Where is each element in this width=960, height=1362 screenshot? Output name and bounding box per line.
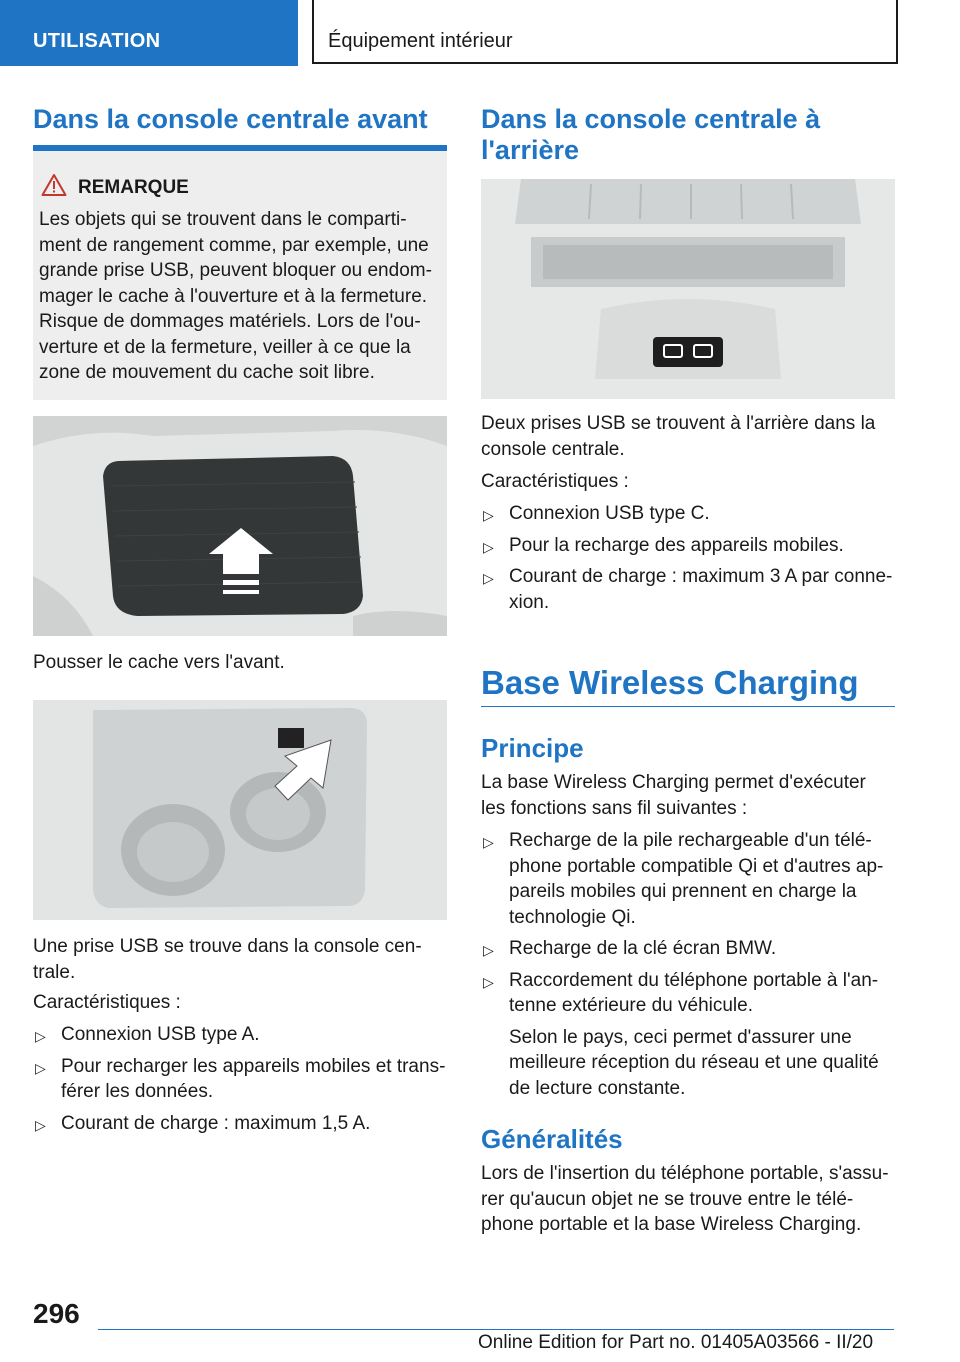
caption-usb-rear: Deux prises USB se trouvent à l'arrière dans la console centrale. xyxy=(481,413,876,460)
features-list-rear xyxy=(481,501,895,621)
heading-rear-console: Dans la console centrale à l'arrière xyxy=(481,104,821,165)
triangle-right-icon: ▷ xyxy=(483,507,494,523)
section-rule xyxy=(481,706,895,707)
photo-console-cover xyxy=(33,416,447,636)
principle-list xyxy=(481,828,895,1107)
list-item: ▷ Recharge de la pile rechargeable d'un télé-phone portable compatible Qi et d'autres ap-pareils mobiles qui prennent en charge la technologie Qi. xyxy=(483,830,884,928)
triangle-right-icon: ▷ xyxy=(483,942,494,958)
triangle-right-icon: ▷ xyxy=(483,834,494,850)
section-title-wireless: Base Wireless Charging xyxy=(481,664,859,701)
triangle-right-icon: ▷ xyxy=(483,538,494,555)
section-tab xyxy=(0,0,298,66)
list-item: ▷ Connexion USB type C. xyxy=(481,501,895,527)
heading-principle: Principe xyxy=(481,733,584,763)
principle-text: La base Wireless Charging permet d'exécuter les fonctions sans fil suivantes : xyxy=(481,772,866,819)
note-text: Les objets qui se trouvent dans le comparti-ment de rangement comme, par exemple, une grande prise USB, peuvent bloquer ou endom-mager le cache à l'ouverture et à la fermeture. Risque de dommages matériels. Lors de l'ou-verture et de la fermeture, veiller à ce que la zone de mouvement du cache soit libre. xyxy=(39,209,432,383)
triangle-right-icon: ▷ xyxy=(483,570,494,586)
list-item: ▷ Pour recharger les appareils mobiles et trans-férer les données. xyxy=(35,1055,446,1102)
caption-push-cover: Pousser le cache vers l'avant. xyxy=(33,652,285,673)
section-label: UTILISATION xyxy=(33,30,161,52)
note-box xyxy=(33,145,447,400)
warning-triangle-icon xyxy=(41,173,67,197)
photo-console-usb xyxy=(33,700,447,920)
footer-edition: Online Edition for Part no. 01405A03566 - II/20 xyxy=(478,1332,874,1353)
triangle-right-icon: ▷ xyxy=(483,973,494,990)
list-item: ▷ Connexion USB type A. xyxy=(33,1022,447,1048)
features-label-front: Caractéristiques : xyxy=(33,992,181,1013)
list-item: ▷ Raccordement du téléphone portable à l'an-tenne extérieure du véhicule. Selon le pays, ceci permet d'assurer une meilleure réception du réseau et une qualité de lecture constante. xyxy=(481,968,895,1102)
triangle-right-icon: ▷ xyxy=(35,1116,46,1133)
photo-rear-usb xyxy=(481,179,895,399)
heading-front-console: Dans la console centrale avant xyxy=(33,104,428,134)
principle-sub-text: Selon le pays, ceci permet d'assurer une meilleure réception du réseau et une qualité de lecture constante. xyxy=(509,1026,879,1099)
triangle-right-icon: ▷ xyxy=(35,1059,46,1076)
footer-rule xyxy=(98,1329,894,1330)
chapter-tab xyxy=(312,0,898,64)
list-item: ▷ Courant de charge : maximum 1,5 A. xyxy=(33,1111,447,1137)
list-item: ▷ Pour la recharge des appareils mobiles. xyxy=(481,533,895,559)
chapter-label: Équipement intérieur xyxy=(328,30,513,52)
list-item: ▷ Recharge de la clé écran BMW. xyxy=(481,936,895,962)
page-number: 296 xyxy=(33,1298,80,1329)
general-text: Lors de l'insertion du téléphone portable, s'assu-rer qu'aucun objet ne se trouve entre le télé-phone portable et la base Wireless Charging. xyxy=(481,1163,889,1235)
features-label-rear: Caractéristiques : xyxy=(481,471,629,492)
note-title: REMARQUE xyxy=(78,177,189,198)
triangle-right-icon: ▷ xyxy=(35,1028,46,1044)
heading-general: Généralités xyxy=(481,1124,623,1154)
caption-usb-front: Une prise USB se trouve dans la console cen-trale. xyxy=(33,936,422,983)
list-item: ▷ Courant de charge : maximum 3 A par conne-xion. xyxy=(483,566,893,613)
features-list-front xyxy=(33,1022,447,1142)
